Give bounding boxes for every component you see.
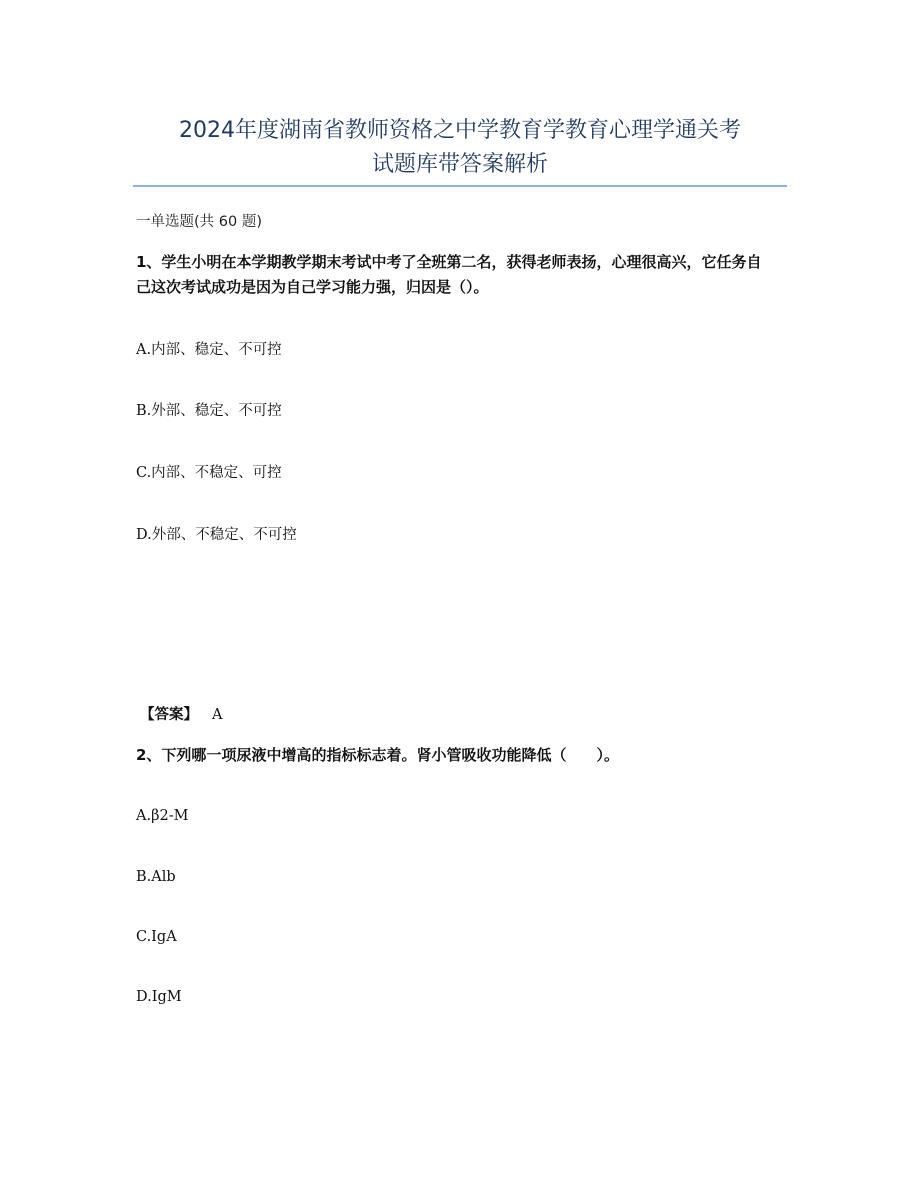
question-1-option-a: A.内部、稳定、不可控 xyxy=(136,342,282,358)
question-1-answer xyxy=(140,705,222,725)
question-2-option-b: B.Alb xyxy=(136,869,176,885)
answer-label: 【答案】 xyxy=(140,707,198,723)
answer-value: A xyxy=(212,707,223,723)
title-line-1: 2024年度湖南省教师资格之中学教育学教育心理学通关考 xyxy=(179,118,741,143)
title-line-2: 试题库带答案解析 xyxy=(371,152,548,177)
document-title xyxy=(133,114,787,182)
question-1-option-d: D.外部、不稳定、不可控 xyxy=(136,527,297,543)
question-1-option-c: C.内部、不稳定、可控 xyxy=(136,465,282,481)
question-2-option-a: A.β2-M xyxy=(136,808,189,824)
title-divider xyxy=(133,185,787,187)
question-1-text: 1、学生小明在本学期教学期末考试中考了全班第二名，获得老师表扬，心理很高兴，它任务自己这次考试成功是因为自己学习能力强，归因是（）。 xyxy=(136,253,762,296)
section-heading: 一单选题(共 60 题) xyxy=(136,214,262,230)
question-1-option-b: B.外部、稳定、不可控 xyxy=(136,403,282,419)
question-2-text: 2、下列哪一项尿液中增高的指标标志着。肾小管吸收功能降低（ ）。 xyxy=(136,746,619,764)
question-2-option-d: D.IgM xyxy=(136,989,182,1005)
question-2-option-c: C.IgA xyxy=(136,929,177,945)
